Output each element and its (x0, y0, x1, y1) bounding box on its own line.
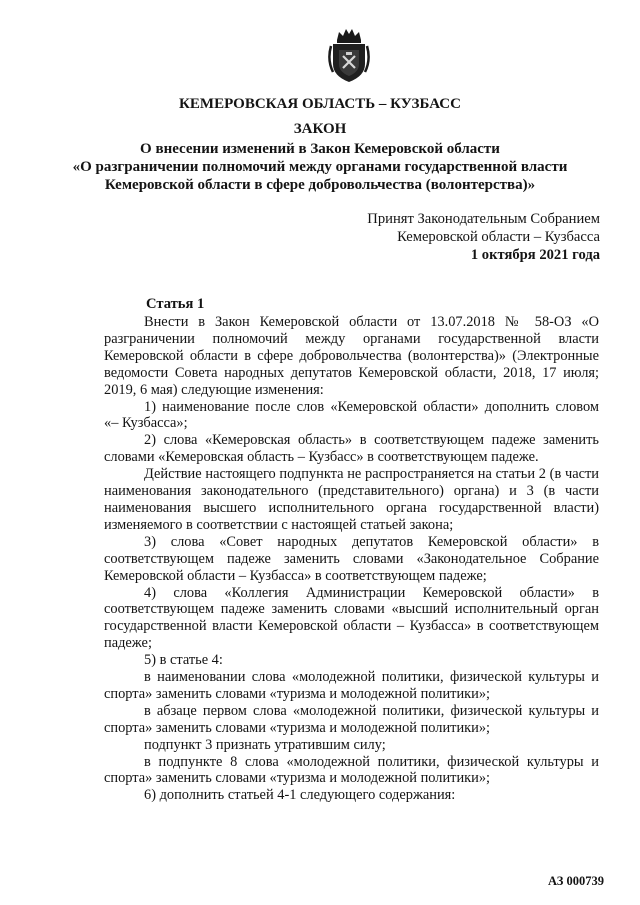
region-heading: КЕМЕРОВСКАЯ ОБЛАСТЬ – КУЗБАСС (179, 96, 461, 112)
article-body (104, 314, 599, 804)
article-paragraph-5-c: подпункт 3 признать утратившим силу; (144, 736, 386, 753)
adoption-line-1: Принят Законодательным Собранием (367, 211, 600, 227)
article-paragraph-2-note: Действие настоящего подпункта не распространяется на статьи 2 (в части наименования законодательного (представительного) органа) и 3 (в части наименования высшего исполнительного органа государственной власти) изменяемого в соответствии с настоящей статьей закона; (104, 466, 599, 533)
kemerovo-coat-of-arms-icon (327, 26, 371, 84)
document-type-heading: ЗАКОН (293, 121, 347, 137)
article-title: Статья 1 (146, 296, 205, 312)
adoption-date: 1 октября 2021 года (470, 247, 600, 263)
law-title-line-2: «О разграничении полномочий между органами государственной власти (72, 159, 568, 175)
article-paragraph-5-a: в наименовании слова «молодежной политики, физической культуры и спорта» заменить словами «туризма и молодежной политики»; (104, 669, 599, 702)
article-paragraph-6: 6) дополнить статьей 4-1 следующего содержания: (144, 787, 456, 804)
adoption-line-2: Кемеровской области – Кузбасса (397, 229, 600, 245)
law-title-line-3: Кемеровской области в сфере добровольчества (волонтерства)» (104, 177, 536, 193)
article-paragraph-3: 3) слова «Совет народных депутатов Кемеровской области» в соответствующем падеже заменить словами «Законодательное Собрание Кемеровской области – Кузбасса» в соответствующем падеже; (104, 533, 599, 584)
article-paragraph-intro: Внести в Закон Кемеровской области от 13.07.2018 № 58-ОЗ «О разграничении полномочий между органами государственной власти Кемеровской области в сфере добровольчества (волонтерства)» (Электронные ведомости Совета народных депутатов Кемеровской области, 2018, 17 июля; 2019, 6 мая) следующие изменения: (104, 314, 599, 398)
article-paragraph-2: 2) слова «Кемеровская область» в соответствующем падеже заменить словами «Кемеровская область – Кузбасс» в соответствующем падеже. (104, 432, 599, 466)
article-paragraph-5-d: в подпункте 8 слова «молодежной политики, физической культуры и спорта» заменить словами «туризма и молодежной политики»; (104, 753, 599, 787)
law-title-line-1: О внесении изменений в Закон Кемеровской области (140, 141, 500, 157)
article-paragraph-5: 5) в статье 4: (144, 652, 223, 669)
article-paragraph-5-b: в абзаце первом слова «молодежной политики, физической культуры и спорта» заменить словами «туризма и молодежной политики»; (104, 702, 599, 736)
article-paragraph-1: 1) наименование после слов «Кемеровской области» дополнить словом «– Кузбасса»; (104, 398, 599, 432)
document-serial-code: АЗ 000739 (548, 874, 604, 888)
article-paragraph-4: 4) слова «Коллегия Администрации Кемеровской области» в соответствующем падеже заменить словами «высший исполнительный орган государственной власти Кемеровской области – Кузбасса» в соответствующем падеже; (104, 584, 599, 652)
